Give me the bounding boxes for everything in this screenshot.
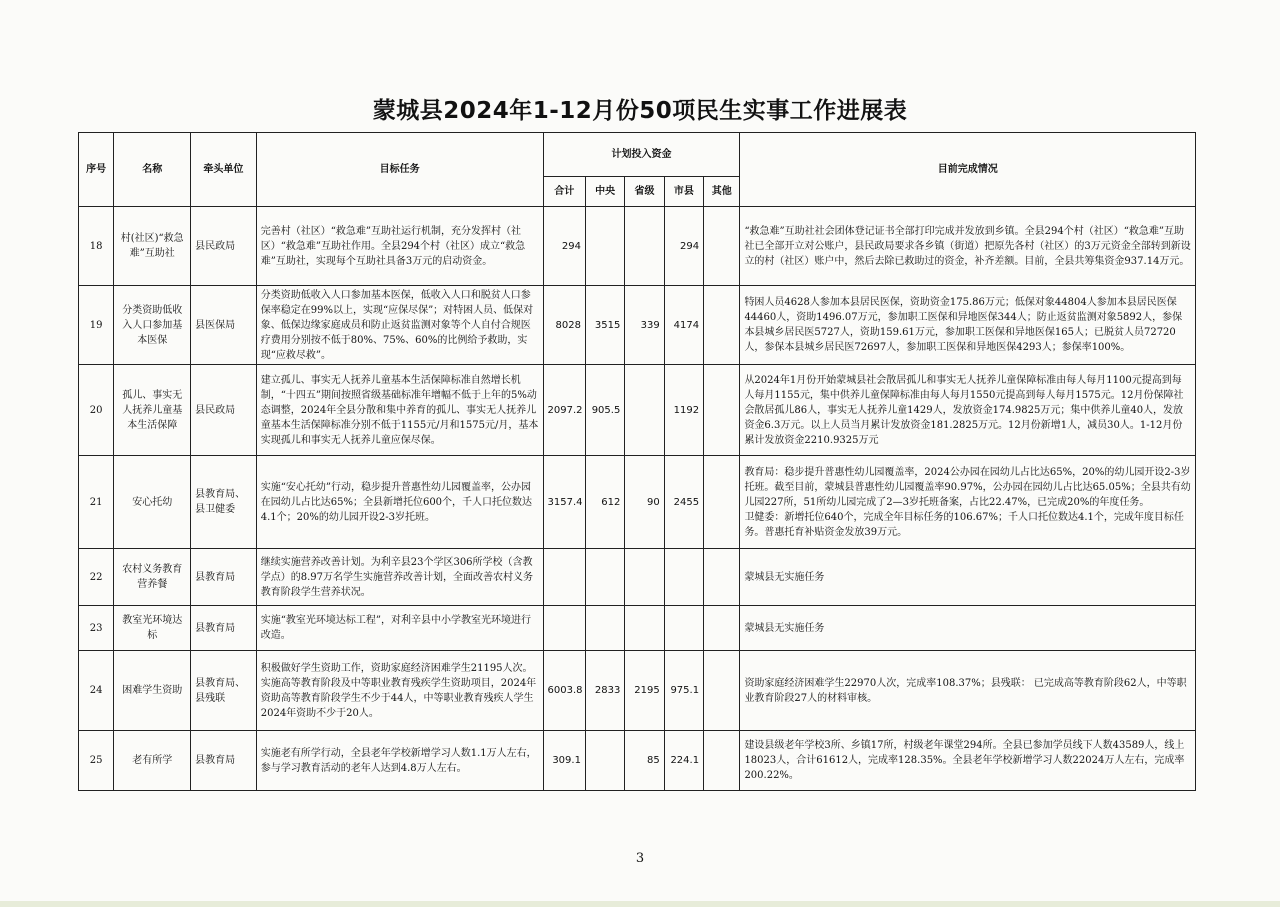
- row-central: [585, 549, 624, 606]
- row-total: 309.1: [543, 731, 585, 791]
- row-no: 23: [79, 606, 114, 651]
- row-province: 90: [625, 456, 664, 549]
- row-no: 25: [79, 731, 114, 791]
- row-no: 18: [79, 207, 114, 286]
- table-row: [79, 207, 1196, 286]
- row-county: 294: [664, 207, 703, 286]
- row-county: [664, 606, 703, 651]
- table-row: [79, 456, 1196, 549]
- row-other: [704, 365, 740, 456]
- row-no: 19: [79, 286, 114, 365]
- row-province: [625, 365, 664, 456]
- row-other: [704, 606, 740, 651]
- row-other: [704, 456, 740, 549]
- table-row: [79, 549, 1196, 606]
- row-unit: 县民政局: [191, 365, 257, 456]
- row-central: 3515: [585, 286, 624, 365]
- row-unit: 县医保局: [191, 286, 257, 365]
- row-other: [704, 651, 740, 731]
- table-row: [79, 286, 1196, 365]
- page-title: 蒙城县2024年1-12月份50项民生实事工作进展表: [372, 98, 908, 124]
- row-status: 蒙城县无实施任务: [740, 606, 1196, 651]
- row-province: [625, 549, 664, 606]
- row-status: 从2024年1月份开始蒙城县社会散居孤儿和事实无人抚养儿童保障标准由每人每月1100元提高到每人每月1155元，集中供养儿童保障标准由每人每月1550元提高到每人每月1575元。12月份保障社会散居孤儿86人，事实无人抚养儿童1429人，发放资金174.9825万元；集中供养儿童40人，发放资金6.3万元。以上人员当月累计发放资金181.2825万元。12月份新增1人，减员30人。1-12月份累计发放资金2210.9325万元: [740, 365, 1196, 456]
- row-central: 2833: [585, 651, 624, 731]
- table-row: [79, 365, 1196, 456]
- row-unit: 县教育局、县卫健委: [191, 456, 257, 549]
- row-unit: 县教育局: [191, 731, 257, 791]
- row-province: 2195: [625, 651, 664, 731]
- row-name: 教室光环境达标: [114, 606, 191, 651]
- row-target: 分类资助低收入人口参加基本医保，低收入人口和脱贫人口参保率稳定在99%以上，实现“应保尽保”；对特困人员、低保对象、低保边缘家庭成员和防止返贫监测对象等个人自付合规医疗费用分别按不低于80%、75%、60%的比例给予救助，实现“应救尽救”。: [256, 286, 543, 365]
- row-target: 完善村（社区）“救急难”互助社运行机制，充分发挥村（社区）“救急难”互助社作用。全县294个村（社区）成立“救急难”互助社，实现每个互助社具备3万元的启动资金。: [256, 207, 543, 286]
- row-status: 特困人员4628人参加本县居民医保，资助资金175.86万元；低保对象44804人参加本县居民医保44460人，资助1496.07万元，参加职工医保和异地医保344人；防止返贫监测对象5892人，参保本县城乡居民医5727人，资助159.61万元，参加职工医保和异地医保165人；已脱贫人员72720人，参保本县城乡居民医72697人，参加职工医保和异地医保4293人；参保率100%。: [740, 286, 1196, 365]
- row-central: [585, 606, 624, 651]
- row-total: 2097.2: [543, 365, 585, 456]
- row-total: 3157.4: [543, 456, 585, 549]
- row-other: [704, 207, 740, 286]
- row-unit: 县教育局、县残联: [191, 651, 257, 731]
- row-central: 905.5: [585, 365, 624, 456]
- row-no: 21: [79, 456, 114, 549]
- row-name: 困难学生资助: [114, 651, 191, 731]
- header-province: 省级: [625, 177, 664, 207]
- header-unit: 牵头单位: [191, 133, 257, 207]
- header-name: 名称: [114, 133, 191, 207]
- row-total: 6003.8: [543, 651, 585, 731]
- row-name: 分类资助低收入人口参加基本医保: [114, 286, 191, 365]
- row-county: 224.1: [664, 731, 703, 791]
- row-central: 612: [585, 456, 624, 549]
- row-target: 实施老有所学行动，全县老年学校新增学习人数1.1万人左右，参与学习教育活动的老年人达到4.8万人左右。: [256, 731, 543, 791]
- row-name: 农村义务教育营养餐: [114, 549, 191, 606]
- row-name: 老有所学: [114, 731, 191, 791]
- row-unit: 县教育局: [191, 549, 257, 606]
- row-unit: 县教育局: [191, 606, 257, 651]
- row-county: [664, 549, 703, 606]
- row-county: 1192: [664, 365, 703, 456]
- row-no: 24: [79, 651, 114, 731]
- row-central: [585, 731, 624, 791]
- row-target: 建立孤儿、事实无人抚养儿童基本生活保障标准自然增长机制，“十四五”期间按照省级基础标准年增幅不低于上年的5%动态调整，2024年全县分散和集中养育的孤儿、事实无人抚养儿童基本生活保障标准分别不低于1155元/月和1575元/月，基本实现孤儿和事实无人抚养儿童应保尽保。: [256, 365, 543, 456]
- row-status: 资助家庭经济困难学生22970人次，完成率108.37%；县残联： 已完成高等教育阶段62人，中等职业教育阶段27人的材料审核。: [740, 651, 1196, 731]
- table-row: [79, 651, 1196, 731]
- header-funding: 计划投入资金: [543, 133, 740, 177]
- row-province: [625, 207, 664, 286]
- row-total: 294: [543, 207, 585, 286]
- header-target: 目标任务: [256, 133, 543, 207]
- row-name: 安心托幼: [114, 456, 191, 549]
- progress-table: [78, 132, 1196, 791]
- row-status: 教育局：稳步提升普惠性幼儿园覆盖率，2024公办园在园幼儿占比达65%，20%的幼儿园开设2-3岁托班。截至目前，蒙城县普惠性幼儿园覆盖率90.97%，公办园在园幼儿占比达65.05%；全县共有幼儿园227所，51所幼儿园完成了2—3岁托班备案，占比22.47%，已完成20%的年度任务。 卫健委：新增托位640个，完成全年目标任务的106.67%；千人口托位数达4.1个，完成年度目标任务。普惠托育补贴资金发放39万元。: [740, 456, 1196, 549]
- row-province: [625, 606, 664, 651]
- row-target: 实施“教室光环境达标工程”，对利辛县中小学教室光环境进行改造。: [256, 606, 543, 651]
- row-other: [704, 286, 740, 365]
- row-county: 975.1: [664, 651, 703, 731]
- row-status: 建设县级老年学校3所、乡镇17所，村级老年课堂294所。全县已参加学员线下人数43589人，线上18023人，合计61612人，完成率128.35%。全县老年学校新增学习人数22024万人左右，完成率200.22%。: [740, 731, 1196, 791]
- page-number: 3: [635, 851, 645, 866]
- row-no: 20: [79, 365, 114, 456]
- header-status: 目前完成情况: [740, 133, 1196, 207]
- table-row: [79, 731, 1196, 791]
- row-status: 蒙城县无实施任务: [740, 549, 1196, 606]
- row-name: 村(社区)“救急难”互助社: [114, 207, 191, 286]
- table-row: [79, 606, 1196, 651]
- row-target: 实施“安心托幼”行动，稳步提升普惠性幼儿园覆盖率，公办园在园幼儿占比达65%；全县新增托位600个，千人口托位数达4.1个；20%的幼儿园开设2-3岁托班。: [256, 456, 543, 549]
- row-county: 4174: [664, 286, 703, 365]
- row-province: 339: [625, 286, 664, 365]
- row-status: “救急难”互助社社会团体登记证书全部打印完成并发放到乡镇。全县294个村（社区）“救急难”互助社已全部开立对公账户，县民政局要求各乡镇（街道）把原先各村（社区）的3万元资金全部转到新设立的村（社区）账户中，然后去除已救助过的资金，补齐差额。目前，全县共筹集资金937.14万元。: [740, 207, 1196, 286]
- row-total: 8028: [543, 286, 585, 365]
- row-total: [543, 606, 585, 651]
- row-target: 继续实施营养改善计划。为利辛县23个学区306所学校（含教学点）的8.97万名学生实施营养改善计划，全面改善农村义务教育阶段学生营养状况。: [256, 549, 543, 606]
- row-total: [543, 549, 585, 606]
- header-no: 序号: [79, 133, 114, 207]
- row-central: [585, 207, 624, 286]
- header-county: 市县: [664, 177, 703, 207]
- row-other: [704, 549, 740, 606]
- header-total: 合计: [543, 177, 585, 207]
- row-unit: 县民政局: [191, 207, 257, 286]
- row-no: 22: [79, 549, 114, 606]
- header-other: 其他: [704, 177, 740, 207]
- row-target: 积极做好学生资助工作，资助家庭经济困难学生21195人次。实施高等教育阶段及中等职业教育残疾学生资助项目，2024年资助高等教育阶段学生不少于44人，中等职业教育残疾人学生2024年资助不少于20人。: [256, 651, 543, 731]
- bottom-strip: [0, 901, 1280, 907]
- row-name: 孤儿、事实无人抚养儿童基本生活保障: [114, 365, 191, 456]
- header-central: 中央: [585, 177, 624, 207]
- row-province: 85: [625, 731, 664, 791]
- row-other: [704, 731, 740, 791]
- row-county: 2455: [664, 456, 703, 549]
